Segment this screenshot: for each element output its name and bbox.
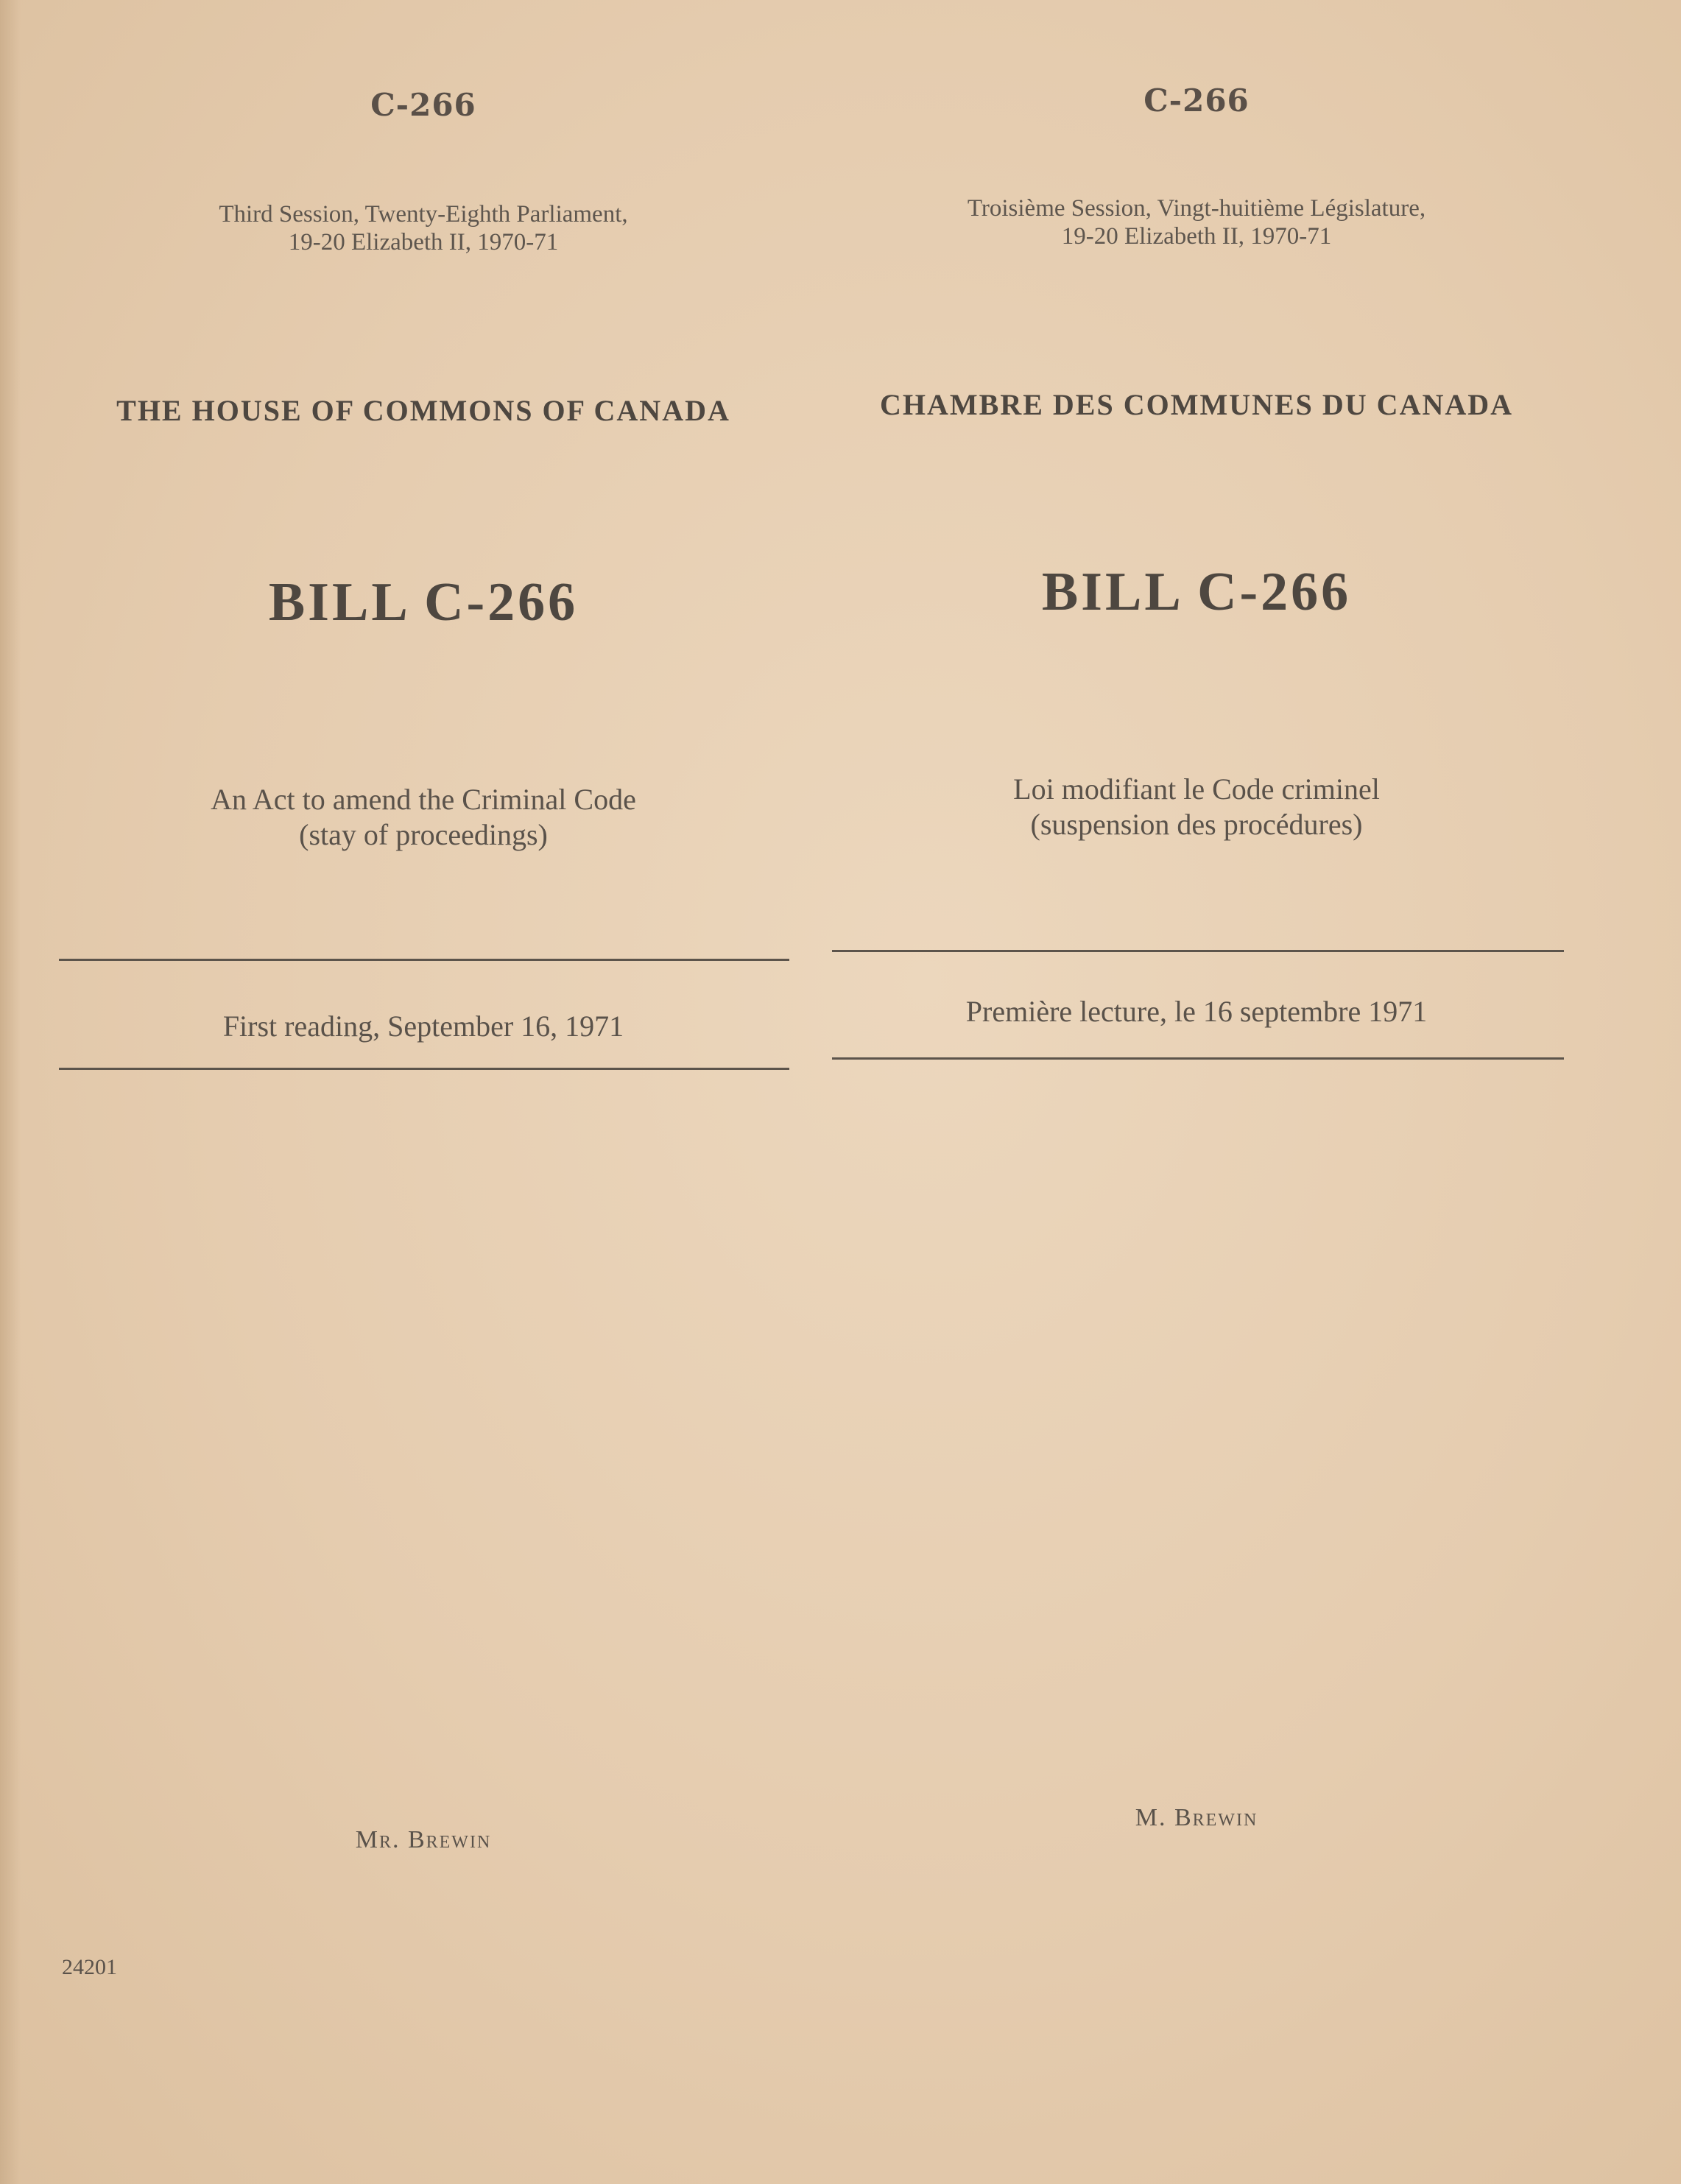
subtitle-line2-en: (stay of proceedings) [299, 818, 548, 851]
session-en [59, 200, 788, 256]
first-reading-en: First reading, September 16, 1971 [222, 1010, 624, 1043]
bill-title-en: BILL C-266 [268, 572, 579, 633]
subtitle-en [59, 782, 788, 853]
session-line1-fr: Troisième Session, Vingt-huitième Législature, [967, 195, 1426, 222]
session-line2-en: 19-20 Elizabeth II, 1970-71 [288, 229, 559, 256]
sponsor-en: Mr. Brewin [355, 1826, 492, 1853]
bill-title-fr: BILL C-266 [1041, 562, 1352, 622]
rule-bottom-en [59, 1068, 789, 1070]
bill-code-en: C-266 [370, 87, 476, 123]
subtitle-line1-en: An Act to amend the Criminal Code [211, 783, 636, 816]
session-fr [832, 194, 1561, 250]
subtitle-line2-fr: (suspension des procédures) [1030, 808, 1363, 841]
session-line2-fr: 19-20 Elizabeth II, 1970-71 [1061, 223, 1332, 250]
document-number: 24201 [62, 1955, 117, 1979]
sponsor-fr: M. Brewin [1135, 1804, 1258, 1831]
rule-bottom-fr [832, 1057, 1564, 1060]
subtitle-fr [832, 772, 1561, 842]
first-reading-fr: Première lecture, le 16 septembre 1971 [965, 995, 1428, 1028]
rule-top-fr [832, 950, 1564, 952]
rule-top-en [59, 959, 789, 961]
subtitle-line1-fr: Loi modifiant le Code criminel [1013, 772, 1380, 806]
bill-code-fr: C-266 [1143, 82, 1250, 119]
page-edge-shadow [0, 0, 21, 2184]
house-heading-fr: CHAMBRE DES COMMUNES DU CANADA [880, 388, 1513, 421]
house-heading-en: THE HOUSE OF COMMONS OF CANADA [116, 394, 730, 427]
session-line1-en: Third Session, Twenty-Eighth Parliament, [219, 201, 628, 228]
